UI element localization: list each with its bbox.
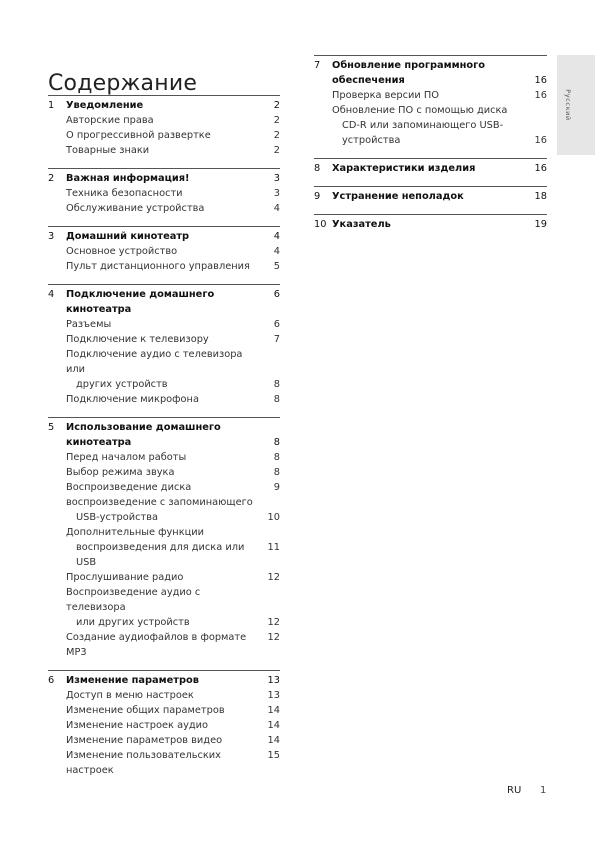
footer-language: RU (507, 785, 522, 796)
toc-subentry[interactable] (314, 118, 547, 133)
subentry-title: Разъемы (66, 319, 112, 330)
subentry-page: 11 (267, 542, 280, 553)
subentry-page: 10 (267, 512, 280, 523)
language-tab-label: Русский (564, 89, 572, 121)
subentry-page: 16 (534, 90, 547, 101)
toc-subentry[interactable] (48, 733, 280, 748)
subentry-title: Подключение микрофона (66, 394, 199, 405)
chapter-title (332, 161, 547, 176)
subentry-title: Подключение аудио с телевизора или (66, 349, 243, 375)
chapter-title-text: Характеристики изделия (332, 163, 476, 174)
toc-chapter-entry[interactable] (48, 420, 280, 435)
toc-subentry[interactable] (48, 703, 280, 718)
chapter-title (66, 98, 280, 113)
subentry-page: 14 (267, 720, 280, 731)
subentry-title: воспроизведение с запоминающего (66, 497, 253, 508)
subentry-page: 14 (267, 705, 280, 716)
toc-subentry[interactable] (48, 347, 280, 377)
toc-chapter-entry[interactable] (48, 287, 280, 317)
toc-subentry[interactable] (314, 88, 547, 103)
toc-subentry[interactable] (48, 748, 280, 778)
chapter-title (332, 217, 547, 232)
chapter-number: 6 (48, 675, 55, 686)
subentry-title: Выбор режима звука (66, 467, 175, 478)
chapter-title (66, 673, 280, 688)
subentry-title: Основное устройство (66, 246, 178, 257)
toc-subentry[interactable] (48, 585, 280, 615)
toc-section (48, 417, 280, 660)
toc-subentry[interactable] (48, 392, 280, 407)
toc-chapter-entry[interactable] (48, 98, 280, 113)
chapter-page: 16 (534, 75, 547, 86)
toc-subentry[interactable] (48, 465, 280, 480)
subentry-page: 16 (534, 135, 547, 146)
chapter-number: 10 (314, 219, 327, 230)
subentry-title: Товарные знаки (66, 145, 150, 156)
toc-section (314, 186, 547, 204)
toc-chapter-entry[interactable] (48, 171, 280, 186)
subentry-title: воспроизведения для диска или USB (76, 542, 245, 568)
toc-chapter-entry-continued[interactable] (48, 435, 280, 450)
subentry-page: 15 (267, 750, 280, 761)
chapter-title-text: Домашний кинотеатр (66, 231, 190, 242)
toc-chapter-entry[interactable] (314, 189, 547, 204)
subentry-title: Проверка версии ПО (332, 90, 439, 101)
toc-chapter-entry[interactable] (48, 229, 280, 244)
toc-subentry[interactable] (48, 450, 280, 465)
subentry-page: 4 (273, 246, 280, 257)
subentry-title: Изменение пользовательских настроек (66, 750, 221, 776)
chapter-number: 4 (48, 289, 55, 300)
toc-section (314, 55, 547, 148)
subentry-page: 2 (273, 115, 280, 126)
subentry-page: 3 (273, 188, 280, 199)
toc-subentry[interactable] (48, 128, 280, 143)
chapter-title (332, 189, 547, 204)
toc-chapter-entry[interactable] (314, 217, 547, 232)
toc-subentry[interactable] (48, 615, 280, 630)
subentry-title: устройства (342, 135, 401, 146)
chapter-page: 6 (273, 289, 280, 300)
chapter-title-text: Подключение домашнего кинотеатра (66, 289, 215, 315)
chapter-title (66, 229, 280, 244)
subentry-title: Изменение параметров видео (66, 735, 223, 746)
chapter-number: 9 (314, 191, 321, 202)
subentry-title: О прогрессивной развертке (66, 130, 211, 141)
subentry-title: USB-устройства (76, 512, 158, 523)
subentry-title: других устройств (76, 379, 168, 390)
subentry-page: 12 (267, 572, 280, 583)
chapter-title (66, 171, 280, 186)
subentry-title: Воспроизведение аудио с телевизора (66, 587, 201, 613)
toc-subentry[interactable] (48, 630, 280, 660)
subentry-page: 7 (273, 334, 280, 345)
toc-subentry[interactable] (48, 259, 280, 274)
toc-subentry[interactable] (48, 377, 280, 392)
toc-subentry[interactable] (48, 510, 280, 525)
toc-subentry[interactable] (48, 113, 280, 128)
subentry-page: 14 (267, 735, 280, 746)
toc-column-right (314, 55, 547, 242)
chapter-page: 4 (273, 231, 280, 242)
chapter-number: 8 (314, 163, 321, 174)
chapter-page: 19 (534, 219, 547, 230)
subentry-title: Изменение общих параметров (66, 705, 225, 716)
subentry-title: CD-R или запоминающего USB- (342, 120, 504, 131)
chapter-title (66, 435, 280, 450)
subentry-page: 8 (273, 452, 280, 463)
chapter-title-text: Указатель (332, 219, 391, 230)
toc-section (314, 214, 547, 232)
toc-subentry[interactable] (48, 186, 280, 201)
chapter-page: 13 (267, 675, 280, 686)
subentry-title: Подключение к телевизору (66, 334, 209, 345)
chapter-title-text: Важная информация! (66, 173, 190, 184)
subentry-page: 8 (273, 467, 280, 478)
subentry-title: Перед началом работы (66, 452, 187, 463)
toc-subentry[interactable] (314, 133, 547, 148)
toc-subentry[interactable] (48, 688, 280, 703)
toc-subentry[interactable] (48, 480, 280, 495)
subentry-title: Авторские права (66, 115, 154, 126)
chapter-page: 8 (273, 437, 280, 448)
chapter-title-text: Уведомление (66, 100, 144, 111)
subentry-page: 12 (267, 617, 280, 628)
toc-section (48, 226, 280, 274)
subentry-page: 2 (273, 145, 280, 156)
toc-subentry[interactable] (48, 317, 280, 332)
toc-subentry[interactable] (314, 103, 547, 118)
chapter-title-text: обеспечения (332, 75, 405, 86)
toc-subentry[interactable] (48, 143, 280, 158)
subentry-page: 12 (267, 632, 280, 643)
subentry-title: или других устройств (76, 617, 190, 628)
subentry-page: 4 (273, 203, 280, 214)
chapter-page: 2 (273, 100, 280, 111)
toc-subentry[interactable] (48, 201, 280, 216)
subentry-page: 5 (273, 261, 280, 272)
subentry-title: Обслуживание устройства (66, 203, 205, 214)
chapter-title-text: Изменение параметров (66, 675, 199, 686)
subentry-title: Доступ в меню настроек (66, 690, 194, 701)
subentry-page: 13 (267, 690, 280, 701)
toc-chapter-entry[interactable] (314, 58, 547, 73)
toc-subentry[interactable] (48, 570, 280, 585)
subentry-title: Воспроизведение диска (66, 482, 192, 493)
toc-subentry[interactable] (48, 718, 280, 733)
footer-page-number: 1 (540, 785, 547, 796)
chapter-title (66, 420, 280, 435)
toc-section (48, 284, 280, 407)
chapter-page: 3 (273, 173, 280, 184)
subentry-title: Пульт дистанционного управления (66, 261, 250, 272)
chapter-number: 2 (48, 173, 55, 184)
toc-section (48, 95, 280, 158)
subentry-title: Прослушивание радио (66, 572, 184, 583)
toc-column-left (48, 95, 280, 788)
toc-section (48, 168, 280, 216)
chapter-title-text: Устранение неполадок (332, 191, 464, 202)
subentry-title: Техника безопасности (66, 188, 183, 199)
toc-subentry[interactable] (48, 332, 280, 347)
subentry-page: 9 (273, 482, 280, 493)
chapter-number: 1 (48, 100, 55, 111)
subentry-title: Обновление ПО с помощью диска (332, 105, 508, 116)
toc-chapter-entry-continued[interactable] (314, 73, 547, 88)
chapter-number: 7 (314, 60, 321, 71)
subentry-page: 2 (273, 130, 280, 141)
chapter-title (332, 58, 547, 73)
toc-subentry[interactable] (48, 495, 280, 510)
chapter-title-text: Обновление программного (332, 60, 485, 71)
toc-subentry[interactable] (48, 540, 280, 570)
subentry-title: Создание аудиофайлов в формате MP3 (66, 632, 247, 658)
subentry-title: Дополнительные функции (66, 527, 205, 538)
chapter-page: 18 (534, 191, 547, 202)
chapter-title-text: кинотеатра (66, 437, 132, 448)
subentry-page: 6 (273, 319, 280, 330)
subentry-page: 8 (273, 394, 280, 405)
chapter-page: 16 (534, 163, 547, 174)
chapter-number: 5 (48, 422, 55, 433)
subentry-title: Изменение настроек аудио (66, 720, 209, 731)
toc-subentry[interactable] (48, 244, 280, 259)
chapter-number: 3 (48, 231, 55, 242)
toc-chapter-entry[interactable] (48, 673, 280, 688)
language-tab (557, 55, 595, 155)
chapter-title (332, 73, 547, 88)
toc-section (314, 158, 547, 176)
toc-section (48, 670, 280, 778)
chapter-title-text: Использование домашнего (66, 422, 221, 433)
subentry-page: 8 (273, 379, 280, 390)
toc-subentry[interactable] (48, 525, 280, 540)
page-title: Содержание (48, 70, 198, 96)
toc-chapter-entry[interactable] (314, 161, 547, 176)
chapter-title (66, 287, 280, 317)
